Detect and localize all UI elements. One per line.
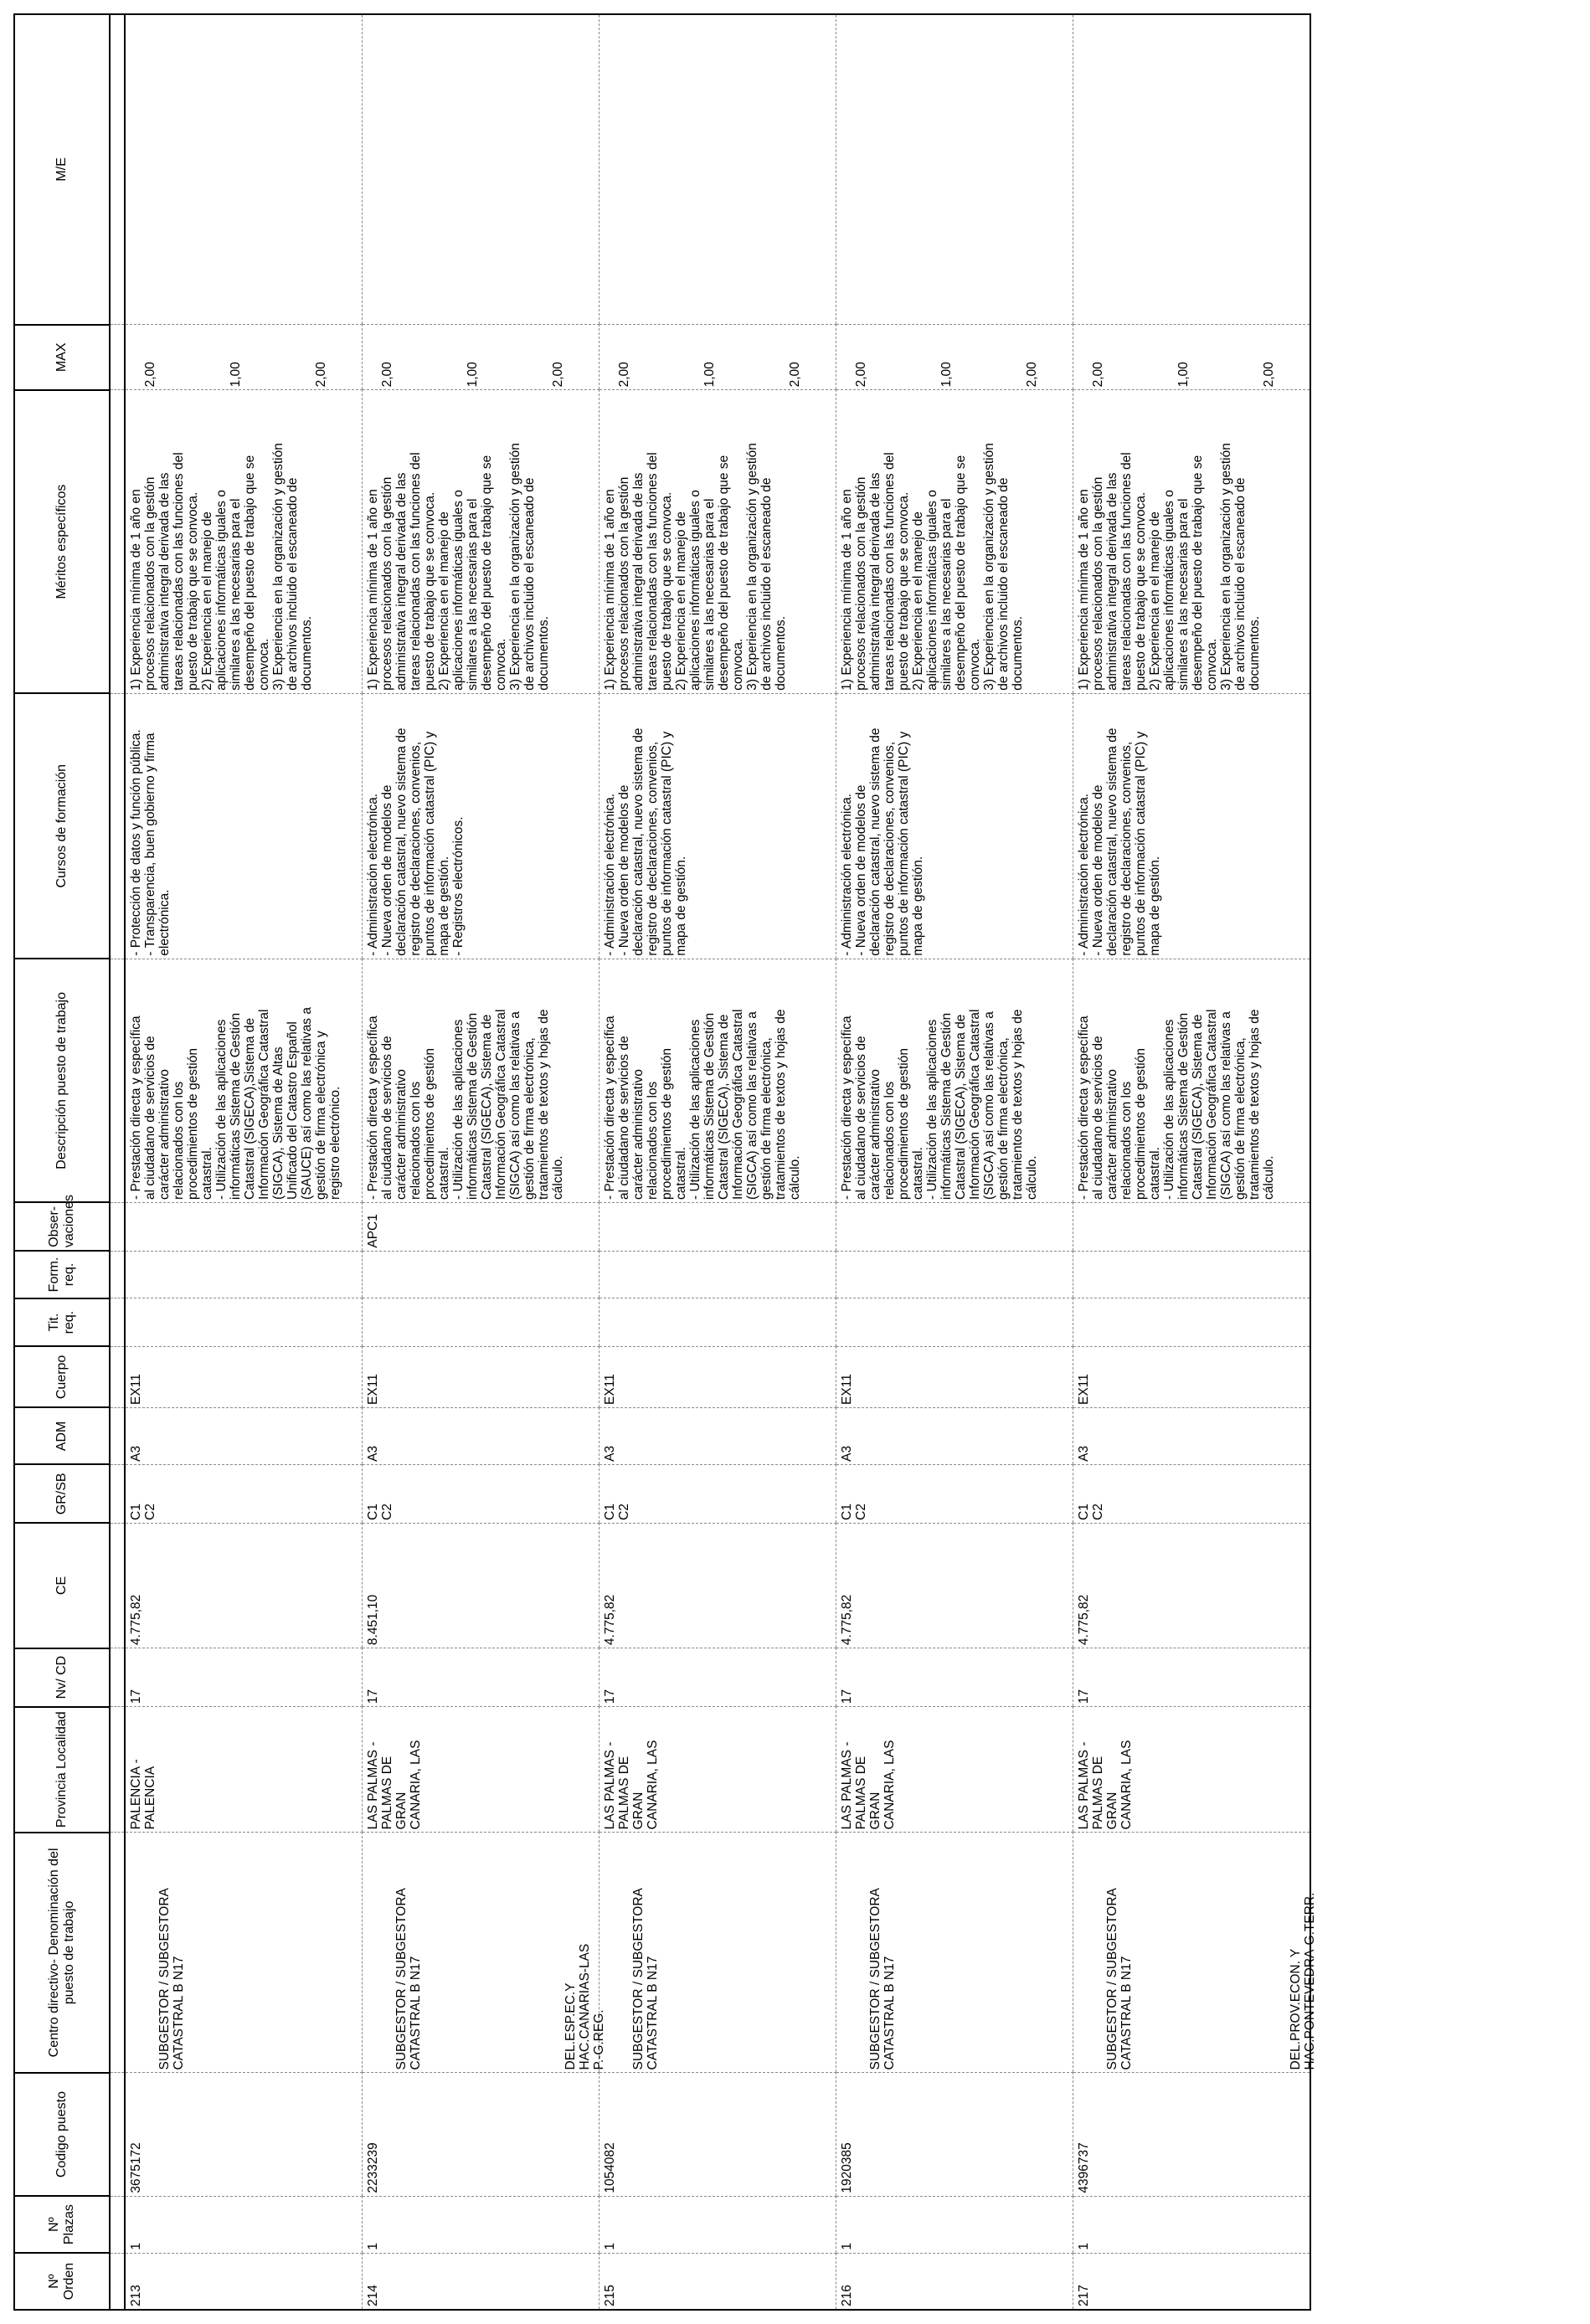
table-row <box>599 14 836 2310</box>
header-plazas: Nº Plazas <box>14 2196 110 2253</box>
adm-cell: A3 <box>836 1407 1073 1464</box>
titulacion-cell <box>125 1298 363 1347</box>
max-spacer <box>200 327 214 387</box>
header-nivel: Nv/ CD <box>14 1648 110 1707</box>
max-spacer <box>882 327 897 387</box>
max-spacer <box>996 327 1011 387</box>
observaciones-cell: APC1 <box>363 1203 599 1252</box>
table-row <box>1073 14 1311 2310</box>
header-separator-row <box>110 14 125 2310</box>
header-orden: Nº Orden <box>14 2253 110 2310</box>
max-spacer <box>494 327 508 387</box>
observaciones-cell <box>836 1203 1073 1252</box>
provincia-cell: LAS PALMAS - PALMAS DE GRAN CANARIA, LAS <box>599 1707 836 1833</box>
max-cell <box>125 325 363 390</box>
max-spacer <box>286 327 300 387</box>
meritos-cell: 1) Experiencia mínima de 1 año en procesos relacionados con la gestión administrativa integral derivada de las tareas relacionadas con las funciones del puesto de trabajo que se convoca. 2) Experiencia en el manejo de aplicaciones informáticas iguales o similares a las necesarias para el desempeño del puesto de trabajo que se convoca. 3) Experiencia en la organización y gestión de archivos incluido el escaneado de documentos. <box>1073 390 1311 693</box>
cuerpo-cell: EX11 <box>836 1346 1073 1407</box>
provincia-cell: PALENCIA - PALENCIA <box>125 1707 363 1833</box>
header-provincia: Provincia Localidad <box>14 1707 110 1833</box>
me-cell <box>1073 14 1311 325</box>
orden-cell: 215 <box>599 2253 836 2310</box>
max-value: 2,00 <box>617 362 631 388</box>
formacion-cell <box>836 1251 1073 1298</box>
ce-cell: 4.775,82 <box>125 1523 363 1648</box>
max-value: 1,00 <box>1176 362 1191 388</box>
nivel-cell: 17 <box>363 1648 599 1707</box>
titulacion-cell <box>363 1298 599 1347</box>
header-grupo: GR/SB <box>14 1464 110 1523</box>
header-descripcion: Descripción puesto de trabajo <box>14 959 110 1202</box>
descripcion-cell: - Prestación directa y específica al ciudadano de servicios de carácter administrativo relacionados con los procedimientos de gestión catastral. - Utilización de las aplicaciones informáticas Sistema de Gestión Catastral (SIGECA), Sistema de Información Geográfica Catastral (SIGCA) así como las relativas a gestión de firma electrónica, tratamientos de textos y hojas de cálculo. <box>599 959 836 1202</box>
max-cell <box>599 325 836 390</box>
me-cell <box>125 14 363 325</box>
max-spacer <box>674 327 688 387</box>
max-value: 1,00 <box>939 362 954 388</box>
ce-cell: 4.775,82 <box>836 1523 1073 1648</box>
provincia-cell: LAS PALMAS - PALMAS DE GRAN CANARIA, LAS <box>363 1707 599 1833</box>
max-value: 1,00 <box>466 362 480 388</box>
max-cell <box>363 325 599 390</box>
header-max: MAX <box>14 325 110 390</box>
meritos-cell: 1) Experiencia mínima de 1 año en procesos relacionados con la gestión administrativa integral derivada de las tareas relacionadas con las funciones del puesto de trabajo que se convoca. 2) Experiencia en el manejo de aplicaciones informáticas iguales o similares a las necesarias para el desempeño del puesto de trabajo que se convoca. 3) Experiencia en la organización y gestión de archivos incluido el escaneado de documentos. <box>363 390 599 693</box>
cuerpo-cell: EX11 <box>363 1346 599 1407</box>
centro-cell <box>599 1833 836 2073</box>
adm-cell: A3 <box>363 1407 599 1464</box>
titulacion-cell <box>599 1298 836 1347</box>
formacion-cell <box>363 1251 599 1298</box>
centro-cell <box>836 1833 1073 2073</box>
centro-cell <box>125 1833 363 2073</box>
cursos-cell: - Administración electrónica. - Nueva orden de modelos de declaración catastral, nuevo sistema de registro de declaraciones, convenios, puntos de información catastral (PIC) y mapa de gestión. - Registros electrónicos. <box>363 693 599 959</box>
max-value: 2,00 <box>854 362 868 388</box>
denominacion-text: SUBGESTOR / SUBGESTORA CATASTRAL B N17 <box>631 1888 660 2070</box>
plazas-cell: 1 <box>1073 2196 1311 2253</box>
observaciones-cell <box>599 1203 836 1252</box>
meritos-cell: 1) Experiencia mínima de 1 año en procesos relacionados con la gestión administrativa integral derivada de las tareas relacionadas con las funciones del puesto de trabajo que se convoca. 2) Experiencia en el manejo de aplicaciones informáticas iguales o similares a las necesarias para el desempeño del puesto de trabajo que se convoca. 3) Experiencia en la organización y gestión de archivos incluido el escaneado de documentos. <box>599 390 836 693</box>
denominacion-text: SUBGESTOR / SUBGESTORA CATASTRAL B N17 <box>868 1888 897 2070</box>
header-centro: Centro directivo- Denominación del puesto de trabajo <box>14 1833 110 2073</box>
formacion-cell <box>125 1251 363 1298</box>
plazas-cell: 1 <box>599 2196 836 2253</box>
codigo-cell: 3675172 <box>125 2073 363 2196</box>
orden-cell: 214 <box>363 2253 599 2310</box>
max-spacer <box>1119 327 1134 387</box>
cursos-cell: - Administración electrónica. - Nueva orden de modelos de declaración catastral, nuevo sistema de registro de declaraciones, convenios, puntos de información catastral (PIC) y mapa de gestión. <box>1073 693 1311 959</box>
header-adm: ADM <box>14 1407 110 1464</box>
max-spacer <box>1205 327 1219 387</box>
observaciones-cell <box>125 1203 363 1252</box>
grupo-cell: C1 C2 <box>363 1464 599 1523</box>
adm-cell: A3 <box>599 1407 836 1464</box>
orden-cell: 217 <box>1073 2253 1311 2310</box>
max-value: 2,00 <box>314 362 328 388</box>
codigo-cell: 2233239 <box>363 2073 599 2196</box>
provincia-cell: LAS PALMAS - PALMAS DE GRAN CANARIA, LAS <box>1073 1707 1311 1833</box>
max-spacer <box>1148 327 1162 387</box>
adm-cell: A3 <box>125 1407 363 1464</box>
cuerpo-cell: EX11 <box>125 1346 363 1407</box>
header-meritos: Méritos específicos <box>14 390 110 693</box>
header-cursos: Cursos de formación <box>14 693 110 959</box>
codigo-cell: 4396737 <box>1073 2073 1311 2196</box>
adm-cell: A3 <box>1073 1407 1311 1464</box>
grupo-cell: C1 C2 <box>836 1464 1073 1523</box>
max-spacer <box>257 327 271 387</box>
header-row <box>14 14 110 2310</box>
max-spacer <box>731 327 745 387</box>
plazas-cell: 1 <box>363 2196 599 2253</box>
codigo-cell: 1054082 <box>599 2073 836 2196</box>
ce-cell: 8.451,10 <box>363 1523 599 1648</box>
descripcion-cell: - Prestación directa y específica al ciudadano de servicios de carácter administrativo relacionados con los procedimientos de gestión catastral. - Utilización de las aplicaciones informáticas Sistema de Gestión Catastral (SIGECA),Sistema de Información Geográfica Catastral (SIGCA), Sistema de Altas Unificado del Catastro Español (SAUCE) así como las relativas a gestión de firma electrónica y registro electrónico. <box>125 959 363 1202</box>
max-cell <box>836 325 1073 390</box>
nivel-cell: 17 <box>125 1648 363 1707</box>
max-value: 1,00 <box>702 362 717 388</box>
provincia-cell: LAS PALMAS - PALMAS DE GRAN CANARIA, LAS <box>836 1707 1073 1833</box>
ce-cell: 4.775,82 <box>1073 1523 1311 1648</box>
formacion-cell <box>599 1251 836 1298</box>
titulacion-cell <box>1073 1298 1311 1347</box>
max-cell <box>1073 325 1311 390</box>
centro-cell <box>1073 1833 1317 2073</box>
centro-cell <box>363 1833 606 2073</box>
header-me: M/E <box>14 14 110 325</box>
max-spacer <box>409 327 423 387</box>
header-cuerpo: Cuerpo <box>14 1346 110 1407</box>
denominacion-text: SUBGESTOR / SUBGESTORA CATASTRAL B N17 <box>157 1888 186 2070</box>
max-spacer <box>522 327 537 387</box>
cursos-cell: - Protección de datos y función pública. - Transparencia, buen gobierno y firma electrónica. <box>125 693 363 959</box>
max-value: 1,00 <box>229 362 243 388</box>
orden-cell: 216 <box>836 2253 1073 2310</box>
observaciones-cell <box>1073 1203 1311 1252</box>
max-value: 2,00 <box>1091 362 1105 388</box>
grupo-cell: C1 C2 <box>599 1464 836 1523</box>
header-observaciones: Obser- vaciones <box>14 1203 110 1252</box>
max-spacer <box>172 327 186 387</box>
grupo-cell: C1 C2 <box>125 1464 363 1523</box>
header-ce: CE <box>14 1523 110 1648</box>
denominacion-text: SUBGESTOR / SUBGESTORA CATASTRAL B N17 <box>394 1888 423 2070</box>
cuerpo-cell: EX11 <box>1073 1346 1311 1407</box>
max-spacer <box>437 327 451 387</box>
job-listing-table <box>13 13 1317 2311</box>
grupo-cell: C1 C2 <box>1073 1464 1311 1523</box>
header-titulacion: Tit. req. <box>14 1298 110 1347</box>
descripcion-cell: - Prestación directa y específica al ciudadano de servicios de carácter administrativo relacionados con los procedimientos de gestión catastral. - Utilización de las aplicaciones informáticas Sistema de Gestión Catastral (SIGECA), Sistema de Información Geográfica Catastral (SIGCA) así como las relativas a gestión de firma electrónica, tratamientos de textos y hojas de cálculo. <box>363 959 599 1202</box>
delegacion-text: DEL.PROV.ECON. Y HAC.PONTEVEDRA-G.TERR. <box>1289 1892 1317 2070</box>
nivel-cell: 17 <box>1073 1648 1311 1707</box>
denominacion-text: SUBGESTOR / SUBGESTORA CATASTRAL B N17 <box>1105 1888 1134 2070</box>
max-value: 2,00 <box>143 362 157 388</box>
max-spacer <box>1233 327 1248 387</box>
table-row <box>836 14 1073 2310</box>
meritos-cell: 1) Experiencia mínima de 1 año en procesos relacionados con la gestión administrativa integral derivada de las tareas relacionadas con las funciones del puesto de trabajo que se convoca. 2) Experiencia en el manejo de aplicaciones informáticas iguales o similares a las necesarias para el desempeño del puesto de trabajo que se convoca. 3) Experiencia en la organización y gestión de archivos incluido el escaneado de documentos. <box>836 390 1073 693</box>
cursos-cell: - Administración electrónica. - Nueva orden de modelos de declaración catastral, nuevo sistema de registro de declaraciones, convenios, puntos de información catastral (PIC) y mapa de gestión. <box>836 693 1073 959</box>
max-spacer <box>759 327 774 387</box>
max-value: 2,00 <box>551 362 565 388</box>
max-spacer <box>646 327 660 387</box>
me-cell <box>599 14 836 325</box>
delegacion-text: DEL.ESP.EC.Y HAC.CANARIAS-LAS P.-G.REG. <box>563 1943 606 2070</box>
header-codigo: Codigo puesto <box>14 2073 110 2196</box>
descripcion-cell: - Prestación directa y específica al ciudadano de servicios de carácter administrativo relacionados con los procedimientos de gestión catastral. - Utilización de las aplicaciones informáticas Sistema de Gestión Catastral (SIGECA), Sistema de Información Geográfica Catastral (SIGCA) así como las relativas a gestión de firma electrónica, tratamientos de textos y hojas de cálculo. <box>1073 959 1311 1202</box>
max-value: 2,00 <box>788 362 802 388</box>
formacion-cell <box>1073 1251 1311 1298</box>
nivel-cell: 17 <box>836 1648 1073 1707</box>
descripcion-cell: - Prestación directa y específica al ciudadano de servicios de carácter administrativo relacionados con los procedimientos de gestión catastral. - Utilización de las aplicaciones informáticas Sistema de Gestión Catastral (SIGECA), Sistema de Información Geográfica Catastral (SIGCA) así como las relativas a gestión de firma electrónica, tratamientos de textos y hojas de cálculo. <box>836 959 1073 1202</box>
titulacion-cell <box>836 1298 1073 1347</box>
table-row <box>125 14 363 2310</box>
cuerpo-cell: EX11 <box>599 1346 836 1407</box>
cursos-cell: - Administración electrónica. - Nueva orden de modelos de declaración catastral, nuevo sistema de registro de declaraciones, convenios, puntos de información catastral (PIC) y mapa de gestión. <box>599 693 836 959</box>
table-row <box>363 14 599 2310</box>
codigo-cell: 1920385 <box>836 2073 1073 2196</box>
meritos-cell: 1) Experiencia mínima de 1 año en procesos relacionados con la gestión administrativa integral derivada de las tareas relacionadas con las funciones del puesto de trabajo que se convoca. 2) Experiencia en el manejo de aplicaciones informáticas iguales o similares a las necesarias para el desempeño del puesto de trabajo que se convoca. 3) Experiencia en la organización y gestión de archivos incluido el escaneado de documentos. <box>125 390 363 693</box>
max-value: 2,00 <box>1262 362 1276 388</box>
max-spacer <box>911 327 925 387</box>
orden-cell: 213 <box>125 2253 363 2310</box>
me-cell <box>836 14 1073 325</box>
header-formacion: Form. req. <box>14 1251 110 1298</box>
ce-cell: 4.775,82 <box>599 1523 836 1648</box>
max-value: 2,00 <box>380 362 394 388</box>
max-value: 2,00 <box>1025 362 1039 388</box>
me-cell <box>363 14 599 325</box>
nivel-cell: 17 <box>599 1648 836 1707</box>
plazas-cell: 1 <box>836 2196 1073 2253</box>
plazas-cell: 1 <box>125 2196 363 2253</box>
max-spacer <box>968 327 982 387</box>
